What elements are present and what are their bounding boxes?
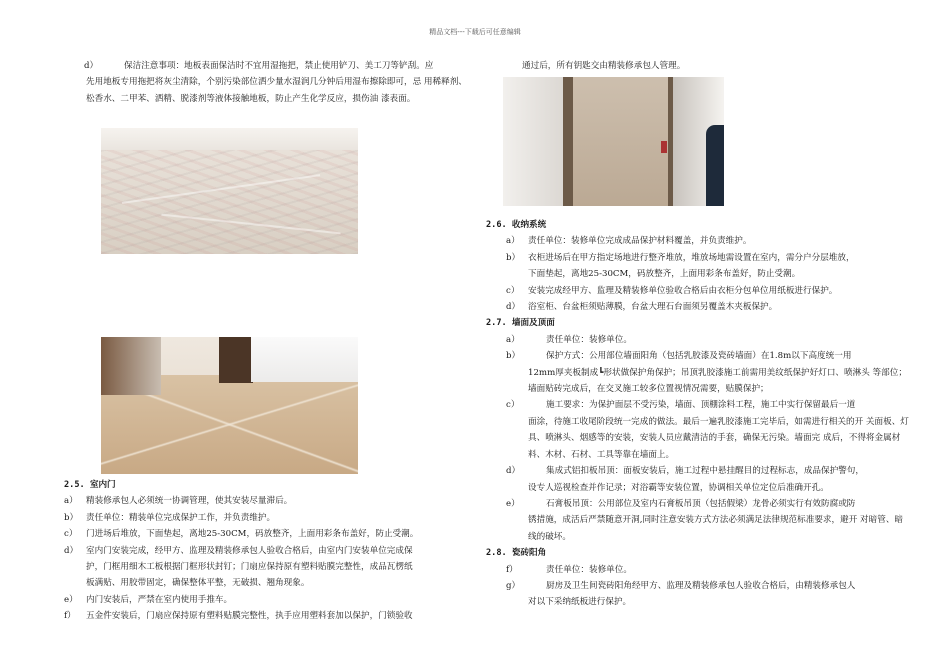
item-d-cont [64,74,474,107]
item-label: d） [84,61,99,71]
item-label: d） [506,466,521,477]
item-label: d） [506,302,521,313]
item-label: g） [506,580,521,591]
doorway [219,337,253,383]
list-item [64,493,474,509]
item-line: 室内门安装完成，经甲方、监理及精装修承包人验收合格后，由室内门安装单位完成保 [86,545,413,556]
continued-line: 通过后，所有钥匙交由精装修承包人管理。 [522,61,686,71]
item-label: c） [506,285,520,296]
item-label: c） [64,529,78,540]
item-line: 面涂，待施工收尾阶段统一完成的做法。最后一遍乳胶漆施工完毕后，如需进行相关的开 [528,416,864,427]
item-line: 责任单位：装修单位完成成品保护材料覆盖，并负责维护。 [528,236,752,247]
section-title: 2.7. 墙面及顶面 [486,318,555,329]
item-line: 关面板、灯具、喷淋头、烟感等的安装，安装人员应戴清洁的手套，确保无污染。墙面完 [528,416,909,444]
list-item [64,543,474,592]
item-label: a） [506,334,520,345]
item-line: 先用地板专用拖把将灰尘清除，个别污染部位洒少量水湿润几分钟后用湿布擦除即可，忌 [86,77,422,88]
floor-board-photo [101,337,358,474]
item-line: 下面垫起，离地25-30CM，码放整齐，上面用彩条布盖好，防止受潮。 [528,269,801,280]
item-label: d） [64,545,79,556]
item-line: 板满贴、用胶带固定，确保整体平整，无破损、翘角现象。 [86,578,310,589]
item-line: 漆表面。 [380,93,416,104]
door-panel [573,77,668,206]
list-item-cont [486,512,911,545]
wall-left [101,337,161,395]
list-item [486,397,911,413]
section-title: 2.6. 收纳系统 [486,220,547,230]
wall-area [101,128,358,150]
section-title: 2.8. 瓷砖阳角 [486,548,547,559]
item-line: 护，门框用细木工板根据门框形状封钉；门扇应保持原有塑料贴膜完整性，成品瓦楞纸 [86,562,413,573]
item-line: 责任单位：精装单位完成保护工作，并负责维护。 [86,512,276,523]
door-handle [661,141,667,153]
item-line: 责任单位：装修单位。 [546,564,632,575]
item-label: e） [64,594,78,605]
item-line: 安装完成经甲方、监理及精装修单位验收合格后由衣柜分包单位用纸板进行保护。 [528,285,838,296]
item-line: 门进场后堆放，下面垫起，离地25-30CM，码放整齐，上面用彩条布盖好，防止受潮。 [86,529,419,540]
list-item [506,299,911,315]
item-line: 对以下采纳纸板进行保护。 [528,597,632,608]
list-item-cont [486,414,911,463]
item-line: 精装修承包人必须统一协调管理，使其安装尽量滞后。 [86,496,293,507]
item-line: 厨房及卫生间瓷砖阳角经甲方、监理及精装修承包人验收合格后，由精装修承包人 [546,580,856,591]
right-column-body [486,217,911,611]
list-item-cont [486,480,911,496]
list-item-cont [486,594,911,610]
door-protection-photo [503,77,724,206]
item-line: 12mm厚夹板制成┗形状做保护角保护；吊顶乳胶漆施工前需用美纹纸保护好灯口、喷淋头 [528,367,870,378]
left-column [64,58,474,107]
floor-cover-photo [101,128,358,254]
item-line: 集成式铝扣板吊顶：面板安装后，施工过程中悬挂醒目的过程标志，成品保护警句， [546,466,864,477]
right-column-top [492,58,907,74]
item-line: 浴室柜、台盆柜须贴薄膜，台盆大理石台面须另覆盖木夹板保护。 [528,302,778,313]
list-item [486,578,911,594]
item-line: 保护方式：公用部位墙面阳角（包括乳胶漆及瓷砖墙面）在1.8m以下高度统一用 [546,351,852,362]
list-item [64,510,474,526]
item-label: b） [506,351,521,362]
item-line: 锈措施，成活后严禁随意开洞,同时注意安装方式方法必须满足法律规范标准要求，避开 [528,515,858,526]
item-label: a） [64,496,78,507]
item-line: 对暗管、暗线的破坏。 [528,515,904,542]
list-item [506,283,911,299]
list-item [64,526,474,542]
list-item [64,608,474,624]
item-line: 石膏板吊顶：公用部位及室内石膏板吊顶（包括假梁）龙骨必须实行有效防腐或防 [546,498,856,509]
list-item [486,496,911,512]
item-line: 施工要求：为保护面层不受污染，墙面、顶棚涂料工程，施工中实行保留最后一道 [546,400,856,411]
list-item-cont [486,365,911,398]
list-item [486,332,911,348]
item-label: c） [506,400,520,411]
list-item [506,250,911,283]
item-line: 等部位；墙面贴砖完成后，在交叉施工较多位置视情况需要，贴膜保护； [528,367,907,395]
item-label: f） [506,564,518,575]
item-line: 用稀释剂、松香水、二甲苯、洒精、脱漆剂等液体接触地板，防止产生化学反应，损伤油 [86,77,467,104]
list-item [486,463,911,479]
item-label: a） [506,236,520,247]
item-line: 衣柜进场后在甲方指定场地进行整齐堆放，堆放场地需设置在室内，需分户分层堆放， [528,252,855,263]
item-d-cleaning [64,58,474,74]
item-line: 内门安装后，严禁在室内使用手推车。 [86,594,233,605]
wall-right [251,337,358,382]
list-item [486,562,911,578]
item-line: 设专人巡视检查并作记录；对浴霸等安装位置，协调相关单位定位后准确开孔。 [528,482,829,493]
list-item [486,348,911,364]
section-2-5 [64,477,474,625]
item-label: e） [506,498,520,509]
list-item [506,233,911,249]
page-header: 精品文档---下载后可任意编辑 [429,28,521,36]
section-title: 2.5. 室内门 [64,480,116,490]
item-line: 责任单位：装修单位。 [546,334,632,345]
person-figure [706,125,724,206]
item-label: b） [64,512,79,523]
item-label: f） [64,611,76,622]
item-line: 成后，不得将金属材料、木材、石材、工具等靠在墙面上。 [528,433,901,460]
item-line: 保洁注意事项：地板表面保洁时不宜用湿拖把，禁止使用铲刀、美工刀等铲刮。应 [124,61,434,71]
item-line: 五金件安装后，门扇应保持原有塑料贴膜完整性，执手应用塑料套加以保护，门锁验收 [86,611,413,622]
item-label: b） [506,252,521,263]
list-item [64,592,474,608]
wall-left [503,77,563,206]
